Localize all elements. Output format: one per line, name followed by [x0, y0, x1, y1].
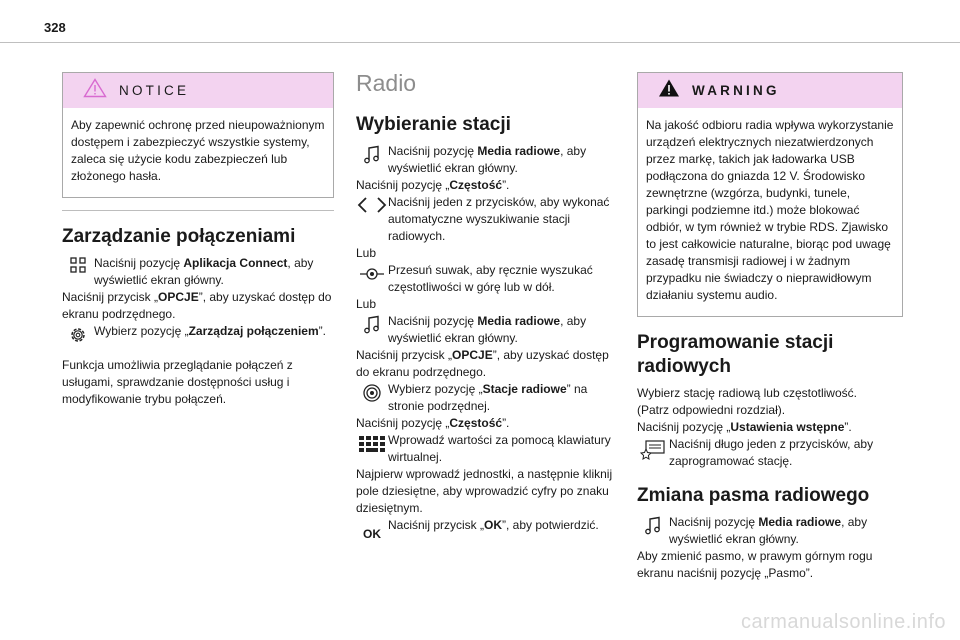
step-row [356, 381, 624, 415]
step-text: (Patrz odpowiedni rozdział). [637, 403, 786, 417]
programming-title: Programowanie stacji radiowych [637, 332, 834, 377]
step-text: Najpierw wprowadź jednostki, a następnie kliknij pole dziesiętne, aby wprowadzić cyfry po znaku dziesiętnym. [356, 467, 613, 515]
music-note-icon [356, 143, 388, 177]
keyboard-icon [356, 432, 388, 466]
step-text: Naciśnij pozycję Aplikacja Connect, aby wyświetlić ekran główny. [94, 256, 314, 287]
step-row [356, 517, 624, 551]
step-text: Naciśnij pozycję Media radiowe, aby wyświetlić ekran główny. [388, 314, 587, 345]
music-note-icon [356, 313, 388, 347]
step-text: Naciśnij przycisk „OPCJE”, aby uzyskać dostęp do ekranu podrzędnego. [62, 290, 332, 321]
warning-label: WARNING [692, 83, 780, 98]
divider [62, 210, 334, 211]
step-text: Naciśnij pozycję Media radiowe, aby wyświetlić ekran główny. [669, 515, 868, 546]
step-text: Wybierz pozycję „Stacje radiowe” na stronie podrzędnej. [388, 382, 588, 413]
step-row [356, 432, 624, 466]
music-note-icon [637, 514, 669, 548]
page-number: 328 [44, 20, 66, 35]
warning-triangle-icon [658, 78, 680, 103]
notice-box [62, 72, 334, 198]
radio-title: Radio [356, 70, 417, 96]
or-text: Lub [356, 297, 377, 311]
column-right [637, 72, 903, 582]
step-row [356, 194, 624, 245]
step-text: Naciśnij pozycję „Częstość”. [356, 178, 510, 192]
step-row [62, 323, 334, 357]
band-title: Zmiana pasma radiowego [637, 485, 870, 506]
step-row [356, 313, 624, 347]
step-text: Wybierz pozycję „Zarządzaj połączeniem”. [94, 324, 326, 338]
step-row [356, 143, 624, 177]
column-middle [356, 72, 624, 551]
header-rule [0, 42, 960, 43]
or-text: Lub [356, 246, 377, 260]
step-text: Naciśnij pozycję Media radiowe, aby wyświetlić ekran główny. [388, 144, 587, 175]
step-text: Naciśnij pozycję „Częstość”. [356, 416, 510, 430]
step-row [637, 436, 903, 470]
step-text: Wprowadź wartości za pomocą klawiatury wirtualnej. [388, 433, 611, 464]
warning-triangle-icon [83, 78, 107, 103]
warning-header [638, 73, 902, 108]
step-text: Naciśnij długo jeden z przycisków, aby zaprogramować stację. [669, 437, 874, 468]
column-left [62, 72, 334, 408]
gear-icon [62, 323, 94, 357]
radio-waves-icon [356, 381, 388, 415]
warning-text: Na jakość odbioru radia wpływa wykorzystanie urządzeń elektrycznych niezatwierdzonych przez markę, takich jak ładowarka USB podłączona do gniazda 12 V. Środowisko zewnętrzne (wzgórza, budynki, tunele, parkingi podziemne itd.) może blokować odbiór, w tym również w trybie RDS. Zjawisko to jest całkowicie naturalne, biorąc pod uwagę zasadę transmisji radiowej i w żadnym przypadku nie świadczy o nieprawidłowym działaniu systemu audio. [646, 118, 894, 302]
preset-star-icon [637, 436, 669, 470]
apps-grid-icon [62, 255, 94, 289]
step-text: Naciśnij przycisk „OPCJE”, aby uzyskać dostęp do ekranu podrzędnego. [356, 348, 609, 379]
step-text: Przesuń suwak, aby ręcznie wyszukać częstotliwości w górę lub w dół. [388, 263, 593, 294]
step-row [356, 262, 624, 296]
step-text: Aby zmienić pasmo, w prawym górnym rogu ekranu naciśnij pozycję „Pasmo”. [637, 549, 873, 580]
slider-target-icon [356, 262, 388, 296]
select-station-title: Wybieranie stacji [356, 114, 511, 135]
notice-header [63, 73, 333, 108]
notice-label: NOTICE [119, 83, 190, 98]
step-text: Naciśnij przycisk „OK”, aby potwierdzić. [388, 518, 599, 532]
step-text: Naciśnij jeden z przycisków, aby wykonać automatyczne wyszukiwanie stacji radiowych. [388, 195, 610, 243]
step-text: Funkcja umożliwia przeglądanie połączeń z usługami, sprawdzanie dostępności usług i modyfikowanie trybu połączeń. [62, 358, 293, 406]
warning-box [637, 72, 903, 317]
step-text: Naciśnij pozycję „Ustawienia wstępne”. [637, 420, 852, 434]
ok-icon: OK [363, 527, 381, 541]
notice-text: Aby zapewnić ochronę przed nieupoważnionym dostępem i zabezpieczyć wszystkie systemy, zaleca się użycie kodu zabezpieczeń lub złożonego hasła. [71, 118, 325, 183]
connections-title: Zarządzanie połączeniami [62, 226, 296, 247]
step-row [62, 255, 334, 289]
step-row [637, 514, 903, 548]
chevron-left-right-icon [356, 194, 388, 228]
step-text: Wybierz stację radiową lub częstotliwość. [637, 386, 857, 400]
watermark: carmanualsonline.info [740, 611, 946, 633]
